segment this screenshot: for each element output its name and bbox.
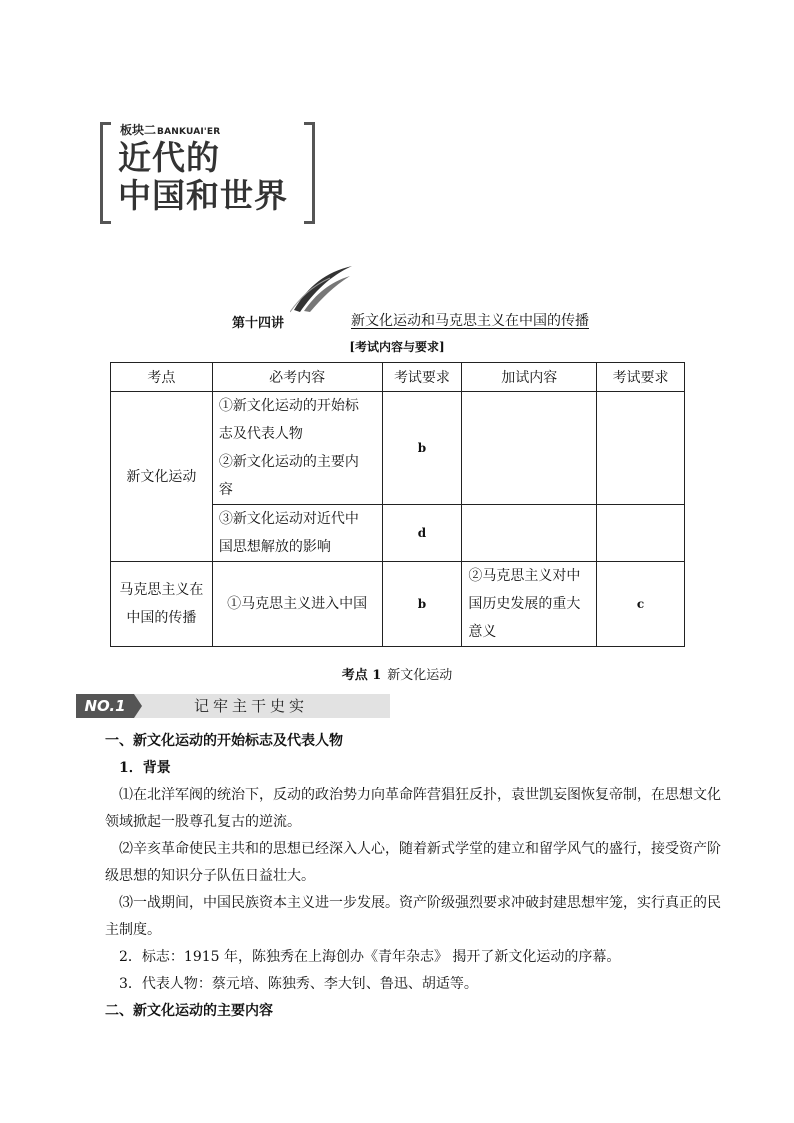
extra-level-cell [597,392,685,505]
extra-cell [462,562,597,647]
block-title-line2: 中国和世界 [118,176,288,215]
extra-level-cell [597,505,685,562]
header-topic: 考点 [111,363,213,392]
section-title: 新文化运动 [387,668,453,683]
section-banner [76,694,390,718]
requirements-title: [考试内容与要求] [349,340,445,354]
cell-line: 意义 [468,624,497,640]
block-label-en: BANKUAI'ER [157,127,221,137]
topic-cell [111,562,213,647]
extra-cell [462,505,597,562]
swoosh-icon [290,264,354,314]
content-body [105,728,721,1025]
block-label [120,121,220,138]
cell-line: 志及代表人物 [218,426,303,442]
paragraph: ⑵辛亥革命使民主共和的思想已经深入人心，随着新式学堂的建立和留学风气的盛行，接受资产阶级思想的知识分子队伍日益壮大。 [105,841,721,884]
required-cell [212,505,382,562]
right-bracket [304,122,315,224]
requirements-table [110,362,685,647]
table-header-row [111,363,685,392]
paragraph: ⑴在北洋军阀的统治下，反动的政治势力向革命阵营猖狂反扑，袁世凯妄图恢复帝制，在思想文化领域掀起一股尊孔复古的逆流。 [105,787,721,830]
cell-line: 容 [218,482,233,498]
level-cell: b [382,392,462,505]
banner-badge: NO.1 [76,694,134,718]
subheading: 1．背景 [119,760,171,776]
cell-line: ②马克思主义对中 [468,568,581,584]
table-row [111,562,685,647]
block-header [100,118,315,222]
heading-1: 一、新文化运动的开始标志及代表人物 [105,733,343,749]
extra-cell [462,392,597,505]
cell-line: ②新文化运动的主要内 [218,454,359,470]
block-label-cn: 板块二 [120,123,157,137]
block-title [118,139,288,215]
cell-line: 国思想解放的影响 [218,539,331,555]
header-extra: 加试内容 [462,363,597,392]
block-title-line1: 近代的 [118,138,220,177]
level-cell: b [382,562,462,647]
cell-line: 国历史发展的重大 [468,596,581,612]
cell-line: 中国的传播 [126,610,197,626]
section-heading [0,664,794,683]
header-level: 考试要求 [382,363,462,392]
lecture-number: 第十四讲 [232,316,285,331]
cell-line: ③新文化运动对近代中 [218,511,359,527]
required-cell [212,392,382,505]
header-required: 必考内容 [212,363,382,392]
header-extra-level: 考试要求 [597,363,685,392]
cell-line: ①新文化运动的开始标 [218,398,359,414]
left-bracket [100,122,111,224]
banner-text: 记牢主干史实 [194,697,309,715]
cell-line: 马克思主义在 [119,582,204,598]
required-cell: ①马克思主义进入中国 [212,562,382,647]
table-row [111,392,685,505]
section-label: 考点 1 [341,668,382,683]
extra-level-cell: c [597,562,685,647]
heading-2: 二、新文化运动的主要内容 [105,1003,273,1019]
badge-arrow-icon [134,694,142,718]
paragraph: 2．标志：1915 年，陈独秀在上海创办《青年杂志》 揭开了新文化运动的序幕。 [119,949,621,965]
lecture-title: 新文化运动和马克思主义在中国的传播 [351,313,589,329]
level-cell: d [382,505,462,562]
paragraph: 3．代表人物：蔡元培、陈独秀、李大钊、鲁迅、胡适等。 [119,976,478,992]
paragraph: ⑶一战期间，中国民族资本主义进一步发展。资产阶级强烈要求冲破封建思想牢笼，实行真正的民主制度。 [105,895,721,938]
topic-cell: 新文化运动 [111,392,213,562]
